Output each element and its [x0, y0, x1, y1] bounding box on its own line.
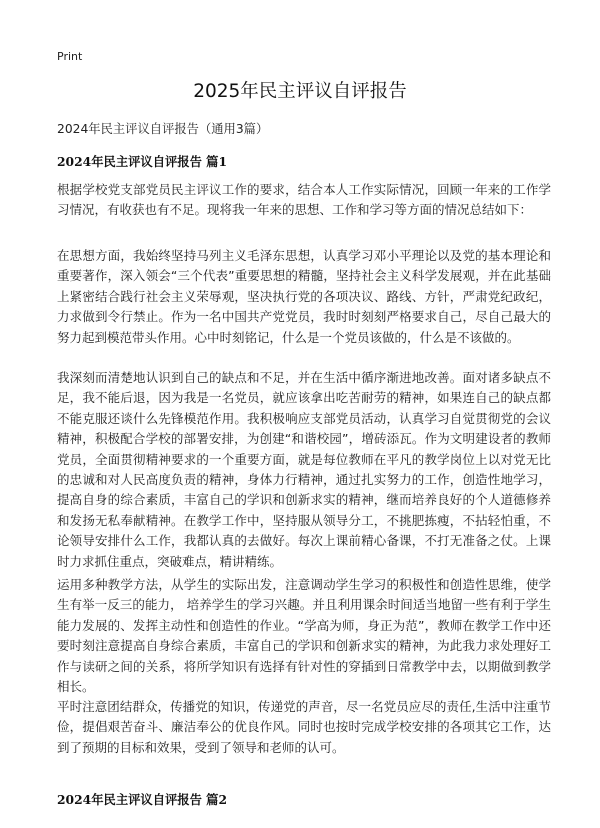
section-1-paragraph-4: 运用多种教学方法，从学生的实际出发，注意调动学生学习的积极性和创造性思维，使学生有举一反三的能力， 培养学生的学习兴趣。并且利用课余时间适当地留一些有利于学生能力发展的、发挥主动性和创造性的作业。“学高为师，身正为范”，教师在教学工作中还要时刻注意提高自身综合素质，丰富自己的学识和创新求实的精神，为此我力求处理好工作与读研之间的关系，将所学知识有选择有针对性的穿插到日常教学中去，以期做到教学相长。	[57, 577, 551, 695]
section-1-paragraph-1: 根据学校党支部党员民主评议工作的要求，结合本人工作实际情况，回顾一年来的工作学习情况，有收获也有不足。现将我一年来的思想、工作和学习等方面的情况总结如下：	[57, 182, 551, 218]
section-1-paragraph-3: 我深刻而清楚地认识到自己的缺点和不足，并在生活中循序渐进地改善。面对诸多缺点不足，我不能后退，因为我是一名党员，就应该拿出吃苦耐劳的精神，如果连自己的缺点都不能克服还谈什么先锋模范作用。我积极响应支部党员活动，认真学习自觉贯彻党的会议精神，积极配合学校的部署安排，为创建“和谐校园”，增砖添瓦。作为文明建设者的教师党员，全面贯彻精神要求的一个重要方面，就是每位教师在平凡的教学岗位上以对党无比的忠诚和对人民高度负责的精神，身体力行精神，通过扎实努力的工作，创造性地学习，提高自身的综合素质，丰富自己的学识和创新求实的精神，继而培养良好的个人道德修养和发扬无私奉献精神。在教学工作中，坚持服从领导分工，不挑肥拣瘦，不拈轻怕重，不论领导安排什么工作，我都认真的去做好。每次上课前精心备课，不打无准备之仗。上课时力求抓住重点，突破难点，精讲精练。	[57, 370, 551, 569]
section-heading-1: 2024年民主评议自评报告 篇1	[57, 154, 228, 169]
print-link[interactable]: Print	[57, 50, 83, 63]
document-subtitle: 2024年民主评议自评报告（通用3篇）	[57, 122, 269, 136]
section-1-paragraph-5: 平时注意团结群众，传播党的知识，传递党的声音，尽一名党员应尽的责任,生活中注重节俭，提倡艰苦奋斗、廉洁奉公的优良作风。同时也按时完成学校安排的各项其它工作，达到了预期的目标和效果，受到了领导和老师的认可。	[57, 699, 551, 755]
section-1-paragraph-2: 在思想方面，我始终坚持马列主义毛泽东思想，认真学习邓小平理论以及党的基本理论和重要著作，深入领会“三个代表”重要思想的精髓，坚持社会主义科学发展观，并在此基础上紧密结合践行社会主义荣辱观，坚决执行党的各项决议、路线、方针，严肃党纪政纪，力求做到令行禁止。作为一名中国共产党党员，我时时刻刻严格要求自己，尽自己最大的努力起到模范带头作用。心中时刻铭记，什么是一个党员该做的，什么是不该做的。	[57, 248, 551, 345]
page-title: 2025年民主评议自评报告	[193, 81, 407, 102]
section-heading-2: 2024年民主评议自评报告 篇2	[57, 792, 228, 807]
